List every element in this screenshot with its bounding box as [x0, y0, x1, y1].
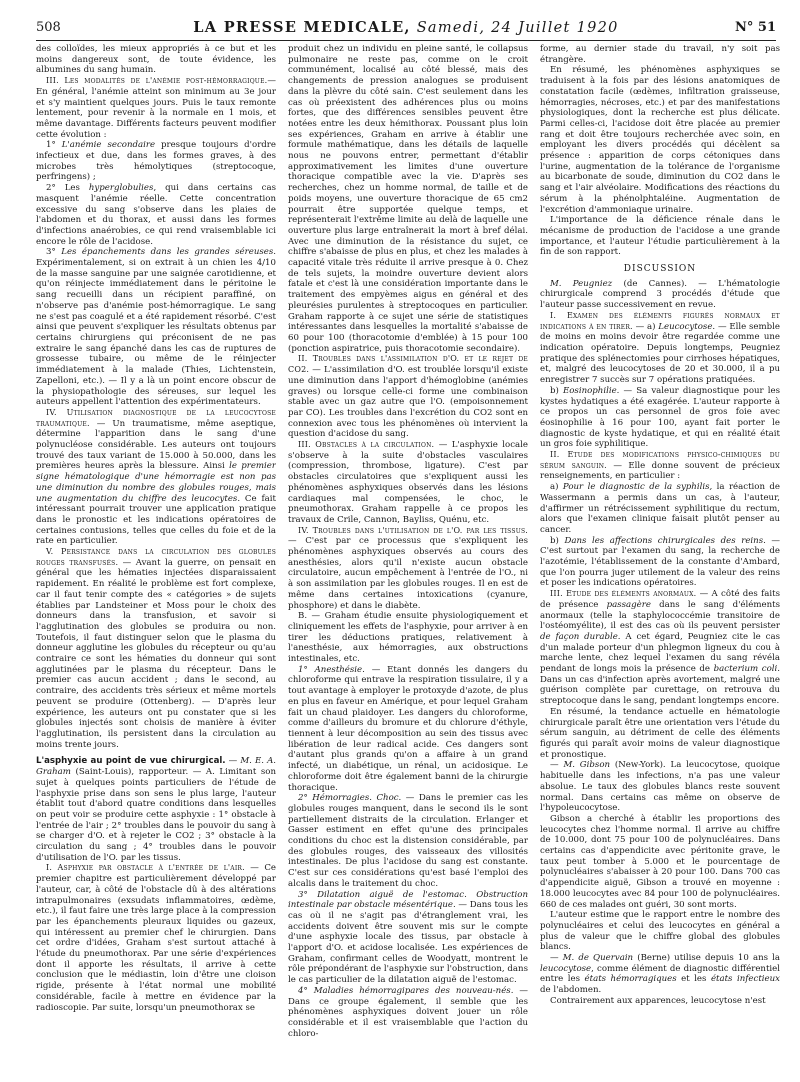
article-heading: L'asphyxie au point de vue chirurgical. — M. E. A. Graham (Saint-Louis), rapporteur. — A. Limitant son sujet à quelques points particuliers de l'étude de l'asphyxie prise dans son sens le plus large, l'auteur établit tout d'abord quatre conditions dans lesquelles on peut voir se produire cette asphyxie : 1° obstacle à l'entrée de l'air ; 2° troubles dans le pouvoir du sang à se charger d'O. et à rejeter le CO2 ; 3° obstacle à la circulation du sang ; 4° troubles dans le pouvoir d'utilisation de l'O. par les tissus.	[36, 756, 276, 863]
paragraph: L'importance de la déficience rénale dans le mécanisme de production de l'acidose a une grande importance, et l'auteur l'étudie particulièrement à la fin de son rapport.	[540, 215, 780, 258]
paragraph: b) Dans les affections chirurgicales des reins. — C'est surtout par l'examen du sang, la recherche de l'azotémie, l'établissement de la constante d'Ambard, que l'on pourra juger utilement de la valeur des reins et poser les indications opératoires.	[540, 535, 780, 589]
paragraph: 1° L'anémie secondaire presque toujours d'ordre infectieux et due, dans les formes graves, à des microbes très hémolytiques (streptocoque, perfringens) ;	[36, 140, 276, 183]
paragraph: 3° Les épanchements dans les grandes séreuses. Expérimentalement, si on extrait à un chien les 4/10 de la masse sanguine par une saignée carotidienne, et qu'on réinjecte immédiatement dans le péritoine le sang recueilli dans un récipient paraffiné, on n'observe pas d'anémie post-hémorragique. Le sang ne s'est pas coagulé et a été rapidement résorbé. C'est ainsi que peuvent s'expliquer les résultats obtenus par certains chirurgiens qui préconisent de ne pas extraire le sang épanché dans les cas de ruptures de grossesse tubaire, ou même de le réinjecter immédiatement à la malade (Thies, Lichtenstein, Zapelloni, etc.). — Il y a là un point encore obscur de la physiopathologie des séreuses, sur lequel les auteurs appellent l'attention des expérimentateurs.	[36, 247, 276, 408]
paragraph: III. Obstacles à la circulation. — L'asphyxie locale s'observe à la suite d'obstacles vasculaires (compression, thrombose, ligature). C'est par obstacles circulatoires que s'expliquent aussi les phénomènes asphyxiques observés dans les lésions cardiaques mal compensées, le choc, le pneumothorax. Graham rappelle à ce propos les travaux de Crile, Cannon, Bayliss, Quénu, etc.	[288, 440, 528, 525]
paragraph: L'auteur estime que le rapport entre le nombre des polynucléaires et celui des leucocytes en général a plus de valeur que le chiffre global des globules blancs.	[540, 910, 780, 953]
paragraph: I. Examen des éléments figurés normaux et indications à en tirer. — a) Leucocytose. — Elle semble de moins en moins devoir être regardée comme une indication opératoire. Depuis longtemps, Peugniez pratique des splénectomies pour cirrhoses hépatiques, et, malgré des leucocytoses de 20 et 30.000, il a pu enregistrer 7 succès sur 7 opérations pratiquées.	[540, 310, 780, 386]
paragraph: des colloïdes, les mieux appropriés à ce but et les moins dangereux sont, de toute évidence, les albumines du sang humain.	[36, 44, 276, 76]
paragraph: IV. Utilisation diagnostique de la leucocytose traumatique. — Un traumatisme, même aseptique, détermine l'apparition dans le sang d'une polynucléose considérable. Les auteurs ont toujours trouvé des taux variant de 15.000 à 50.000, dans les premières heures après la blessure. Ainsi le premier signe hématologique d'une hémorragie est non pas une diminution du nombre des globules rouges, mais une augmentation du chiffre des leucocytes. Ce fait intéressant pourrait trouver une application pratique dans le pronostic et les indications opératoires de certaines contusions, telles que celles du foie et de la rate en particulier.	[36, 407, 276, 547]
article-columns	[36, 44, 780, 1076]
paragraph: 4° Maladies hémorragipares des nouveau-nés. — Dans ce groupe également, il semble que les phénomènes asphyxiques doivent jouer un rôle considérable et il est vraisemblable que l'action du chloro-	[288, 985, 528, 1039]
paragraph: V. Persistance dans la circulation des globules rouges transfusés. — Avant la guerre, on pensait en général que les hématies injectées disparaissaient rapidement. En réalité le problème est fort complexe, car il faut tenir compte des « catégories » de sujets établies par Landsteiner et Moss pour le choix des donneurs dans la transfusion, et savoir si l'agglutination des globules se produira ou non. Toutefois, il faut distinguer selon que le plasma du donneur agglutine les globules du récepteur ou qu'au contraire ce sont les hématies du donneur qui sont agglutinées par le plasma du récepteur. Dans le premier cas aucun accident ; dans le second, au contraire, des accidents très sérieux et même mortels peuvent se produire (Ottenberg). — D'après leur expérience, les auteurs ont pu constater que si les globules injectés sont choisis de manière à éviter l'agglutination, ils persistent dans la circulation au moins trente jours.	[36, 547, 276, 750]
paragraph: II. Etude des modifications physico-chimiques du sérum sanguin. — Elle donne souvent de précieux renseignements, en particulier :	[540, 450, 780, 482]
paragraph: 2° Les hyperglobulies, qui dans certains cas masquent l'anémie réelle. Cette concentration excessive du sang s'observe dans les plaies de l'abdomen et du thorax, et aussi dans les formes d'infections anaérobies, ce qui rend vraisemblable ici encore le rôle de l'acidose.	[36, 183, 276, 247]
page-number: 508	[36, 19, 61, 35]
paragraph: III. Les modalités de l'anémie post-hémorragique.— En général, l'anémie atteint son minimum au 3e jour et s'y maintient quelques jours. Puis le taux remonte lentement, pour revenir à la normale en 1 mois, et même davantage. Différents facteurs peuvent modifier cette évolution :	[36, 76, 276, 140]
issue-number: N° 51	[735, 19, 776, 35]
paragraph: M. Peugniez (de Cannes). — L'hématologie chirurgicale comprend 3 procédés d'étude que l'auteur passe successivement en revue.	[540, 278, 780, 311]
issue-date: Samedi, 24 Juillet 1920	[416, 19, 619, 36]
paragraph: 1° Anesthésie. — Etant donnés les dangers du chloroforme qui entrave la respiration tissulaire, il y a tout avantage à employer le protoxyde d'azote, de plus en plus en faveur en Amérique, et pour lequel Graham fait un chaud plaidoyer. Les dangers du chloroforme, comme d'ailleurs du bromure et du chlorure d'éthyle, tiennent à leur décomposition au sein des tissus avec libération de leur radical acide. Ces dangers sont d'autant plus grands qu'on a affaire à un grand infecté, un diabétique, un rénal, un acidosique. Le chloroforme doit être également banni de la chirurgie thoracique.	[288, 664, 528, 793]
paragraph: b) Eosinophilie. — Sa valeur diagnostique pour les kystes hydatiques a été exagérée. L'auteur rapporte à ce propos un cas personnel de gros foie avec éosinophilie à 16 pour 100, ayant fait porter le diagnostic de kyste hydatique, et qui en réalité était un gros foie syphilitique.	[540, 385, 780, 450]
paragraph: Contrairement aux apparences, leucocytose n'est	[550, 995, 766, 1006]
paragraph: Gibson a cherché à établir les proportions des leucocytes chez l'homme normal. Il arrive au chiffre de 10.000, dont 75 pour 100 de polynucléaires. Dans certains cas d'appendicite avec péritonite grave, le taux peut tomber à 5.000 et le pourcentage de polynucléaires s'abaisser à 20 pour 100. Dans 700 cas d'appendicite aiguë, Gibson a trouvé en moyenne : 18.000 leucocytes avec 84 pour 100 de polynucléaires. 660 de ces malades ont guéri, 30 sont morts.	[540, 813, 780, 910]
paragraph: — M. de Quervain (Berne) utilise depuis 10 ans la leucocytose, comme élément de diagnostic différentiel entre les états hémorragiques et les états infectieux de l'abdomen.	[540, 953, 780, 996]
paragraph: produit chez un individu en pleine santé, le collapsus pulmonaire ne reste pas, comme on le croit communément, localisé au côté blessé, mais des changements de pression analogues se produisent dans la plèvre du côté sain. C'est seulement dans les cas où préexistent des adhérences plus ou moins fortes, que des différences sensibles peuvent être notées entre les deux hémithorax. Poussant plus loin ses expériences, Graham en arrive à établir une formule mathématique, dans les détails de laquelle nous ne pouvons entrer, permettant d'établir approximativement les limites d'une ouverture thoracique compatible avec la vie. D'après ses recherches, chez un homme normal, de taille et de poids moyens, une ouverture thoracique de 65 cm2 pourrait être supportée quelque temps, et représenterait l'extrême limite au delà de laquelle une ouverture plus large entraînerait la mort à bref délai. Avec une diminution de la résistance du sujet, ce chiffre s'abaisse de plus en plus, et chez les malades à capacité vitale très réduite il arrive presque à 0. Chez de tels sujets, la moindre ouverture devient alors fatale et c'est là une considération importante dans le traitement des empyèmes aigus en général et des pleurésies purulentes à streptocoques en particulier. Graham rapporte à ce sujet une série de statistiques intéressantes dans lesquelles la mortalité s'abaisse de 60 pour 100 (thoracotomie d'emblée) à 15 pour 100 (ponction aspiratrice, puis thoracotomie secondaire).	[288, 44, 528, 354]
paragraph: 2° Hémorragies. Choc. — Dans le premier cas les globules rouges manquent, dans le second ils le sont partiellement distraits de la circulation. Erlanger et Gasser estiment en effet qu'une des principales conditions du choc est la distension considérable, par des globules rouges, des vaisseaux des villosités intestinales. De plus l'acidose du sang est constante. C'est sur ces considérations qu'est basé l'emploi des alcalis dans le traitement du choc.	[288, 793, 528, 889]
discussion-heading: DISCUSSION	[623, 264, 697, 275]
paragraph: II. Troubles dans l'assimilation d'O. et le rejet de CO2. — L'assimilation d'O. est troublée lorsqu'il existe une diminution dans l'apport d'hémoglobine (anémies graves) ou lorsque celle-ci forme une combinaison stable avec un gaz autre que l'O. (empoisonnement par CO). Les troubles dans l'excrétion du CO2 sont en connexion avec tous les phénomènes où intervient la question d'acidose du sang.	[288, 354, 528, 440]
paragraph: a) Pour le diagnostic de la syphilis, la réaction de Wassermann a permis dans un cas, à l'auteur, d'affirmer un rétrécissement syphilitique du rectum, alors que l'examen clinique faisait plutôt penser au cancer.	[540, 482, 780, 535]
paragraph: I. Asphyxie par obstacle à l'entrée de l'air. — Ce premier chapitre est particulièrement développé par l'auteur, car, à côté de l'obstacle dû à des altérations intrapulmonaires (exsudats inflammatoires, œdème, etc.), il faut faire une très large place à la compression par les épanchements pleuraux liquides ou gazeux, qui intéressent au premier chef le chirurgien. Dans cet ordre d'idées, Graham s'est surtout attaché à l'étude du pneumothorax. Par une série d'expériences dont il apporte les résultats, il arrive à cette conclusion que le médiastin, loin d'être une cloison rigide, présente à l'état normal une mobilité considérable, facile à mettre en évidence par la radioscopie. Par suite, lorsqu'un pneumothorax se	[36, 863, 276, 1013]
paragraph: 3° Dilatation aiguë de l'estomac. Obstruction intestinale par obstacle mésentérique. — Dans tous les cas où il ne s'agit pas d'étranglement vrai, les accidents doivent être souvent mis sur le compte d'une asphyxie locale des tissus, par obstacle à l'apport d'O. et acidose localisée. Les expériences de Graham, confirmant celles de Woodyatt, montrent le rôle prépondérant de l'asphyxie sur l'obstruction, dans le cas particulier de la dilatation aiguë de l'estomac.	[288, 889, 528, 986]
paragraph: En résumé, la tendance actuelle en hématologie chirurgicale paraît être une orientation vers l'étude du sérum sanguin, au détriment de celle des éléments figurés qui paraît avoir moins de valeur diagnostique et pronostique.	[540, 706, 780, 760]
page-header	[36, 14, 776, 41]
column-1	[36, 44, 276, 1076]
paragraph: B. — Graham étudie ensuite physiologiquement et cliniquement les effets de l'asphyxie, pour arriver à en tirer les déductions pratiques, relativement à l'anesthésie, aux hémorragies, aux obstructions intestinales, etc.	[288, 611, 528, 665]
paragraph: forme, au dernier stade du travail, n'y soit pas étrangère.	[540, 44, 780, 65]
column-3	[540, 44, 780, 1076]
paragraph: — M. Gibson (New-York). La leucocytose, quoique habituelle dans les infections, n'a pas une valeur absolue. Le taux des globules blancs reste souvent normal. Dans certains cas même on observe de l'hypoleucocytose.	[540, 760, 780, 814]
paragraph: III. Etude des éléments anormaux. — A côté des faits de présence passagère dans le sang d'éléments anormaux (telle la staphylococcémie transitoire de l'ostéomyélite), il est des cas où ils peuvent persister de façon durable. A cet égard, Peugniez cite le cas d'un malade porteur d'un phlegmon ligneux du cou à marche lente, chez lequel l'examen du sang révéla pendant de longs mois la présence de bacterium coli. Dans un cas d'infection après avortement, malgré une guérison complète par curettage, on retrouva du streptocoque dans le sang, pendant longtemps encore.	[540, 589, 780, 707]
paragraph: En résumé, les phénomènes asphyxiques se traduisent à la fois par des lésions anatomiques de constatation facile (œdèmes, infiltration graisseuse, hémorragies, nécroses, etc.) et par des manifestations physiologiques, dont la recherche est plus délicate. Parmi celles-ci, l'acidose doit être placée au premier rang et doit être toujours recherchée avec soin, en employant les divers procédés qui décèlent sa présence : apparition de corps cétoniques dans l'urine, augmentation de la tolérance de l'organisme au bicarbonate de soude, diminution du CO2 dans le sang et l'air alvéolaire. Modifications des réactions du sérum à la phénolphtaléine. Augmentation de l'excrétion d'ammoniaque urinaire.	[540, 65, 780, 215]
journal-name: LA PRESSE MEDICALE,	[193, 18, 411, 36]
paragraph: IV. Troubles dans l'utilisation de l'O. par les tissus. — C'est par ce processus que s'expliquent les phénomènes asphyxiques observés au cours des anesthésies, alors qu'il n'existe aucun obstacle circulatoire, aucun empêchement à l'entrée de l'O., ni à son assimilation par les globules rouges. Il en est de même dans certaines intoxications (cyanure, phosphore) et dans le diabète.	[288, 525, 528, 611]
column-2	[288, 44, 528, 1076]
journal-title	[96, 19, 716, 36]
